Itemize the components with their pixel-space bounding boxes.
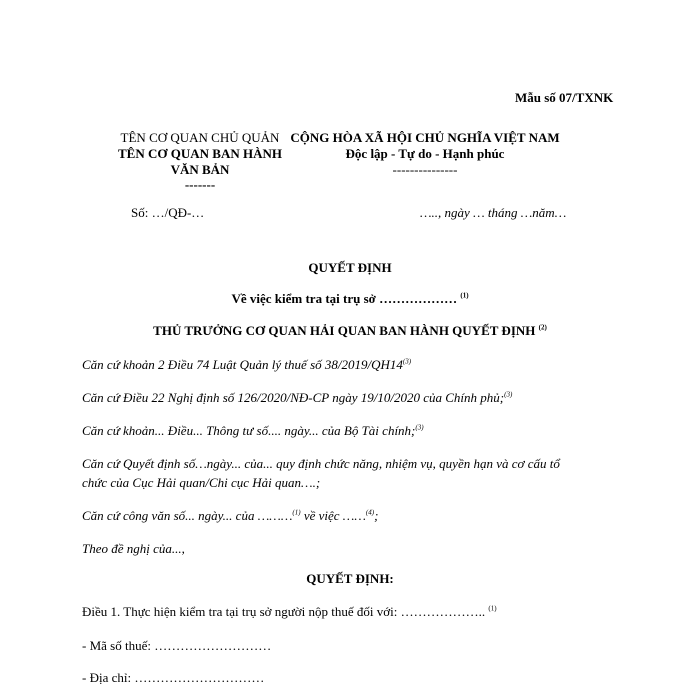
national-motto: Độc lập - Tự do - Hạnh phúc (345, 146, 505, 161)
article-1 (82, 604, 497, 620)
basis-letter-footnote1: (1) (292, 508, 301, 517)
proposal-line: Theo đề nghị của..., (82, 541, 185, 556)
basis-law (82, 357, 411, 373)
article-1-footnote: (1) (488, 604, 497, 613)
tax-code-line: - Mã số thuế: ……………………… (82, 638, 272, 653)
parent-agency: TÊN CƠ QUAN CHỦ QUẢN (120, 130, 280, 145)
national-header-block (280, 130, 570, 178)
basis-letter-part3: ; (374, 508, 379, 523)
national-title: CỘNG HÒA XÃ HỘI CHỦ NGHĨA VIỆT NAM (290, 130, 560, 145)
basis-letter (82, 508, 378, 524)
decide-title: QUYẾT ĐỊNH: (306, 571, 394, 586)
basis-letter-footnote2: (4) (365, 508, 375, 517)
basis-decree-text: Căn cứ Điều 22 Nghị định số 126/2020/NĐ-CP ngày 19/10/2020 của Chính phủ; (82, 390, 505, 405)
basis-circular-text: Căn cứ khoản... Điều... Thông tư số.... ngày... của Bộ Tài chính; (82, 423, 416, 438)
subject-footnote: (1) (460, 291, 469, 300)
basis-circular (82, 423, 424, 439)
form-code: Mẫu số 07/TXNK (515, 90, 614, 105)
basis-decree (82, 390, 512, 406)
basis-letter-part1: Căn cứ công văn số... ngày... của ……… (82, 508, 293, 523)
issuing-agency-block (100, 130, 300, 191)
basis-circular-footnote: (3) (415, 423, 424, 432)
right-divider: --------------- (392, 162, 458, 177)
authority-text: THỦ TRƯỞNG CƠ QUAN HẢI QUAN BAN HÀNH QUYẾT ĐỊNH (153, 323, 539, 338)
article-1-text: Điều 1. Thực hiện kiểm tra tại trụ sở người nộp thuế đối với: ……………….. (82, 604, 489, 619)
document-number: Số: …/QĐ-… (131, 205, 205, 220)
authority-footnote: (2) (538, 323, 547, 332)
basis-law-text: Căn cứ khoản 2 Điều 74 Luật Quản lý thuế số 38/2019/QH14 (82, 357, 403, 372)
basis-decree-footnote: (3) (504, 390, 513, 399)
subject-text: Về việc kiểm tra tại trụ sở ……………… (231, 291, 458, 306)
basis-decision-line1: Căn cứ Quyết định số…ngày... của... quy định chức năng, nhiệm vụ, quyền hạn và cơ cấu tổ (82, 456, 560, 471)
basis-decision-line2: chức của Cục Hải quan/Chi cục Hải quan….; (82, 475, 321, 490)
basis-letter-part2: về việc …… (300, 508, 366, 523)
issuing-agency: TÊN CƠ QUAN BAN HÀNH (118, 146, 282, 161)
decision-title: QUYẾT ĐỊNH (308, 260, 392, 275)
issuing-agency-cont: VĂN BẢN (170, 162, 230, 177)
decision-subject (0, 291, 700, 307)
left-divider: ------- (184, 177, 216, 192)
basis-law-footnote: (3) (402, 357, 412, 366)
document-date: ….., ngày … tháng …năm… (420, 205, 567, 220)
authority-line (0, 323, 700, 339)
address-line: - Địa chỉ: ………………………… (82, 670, 265, 685)
